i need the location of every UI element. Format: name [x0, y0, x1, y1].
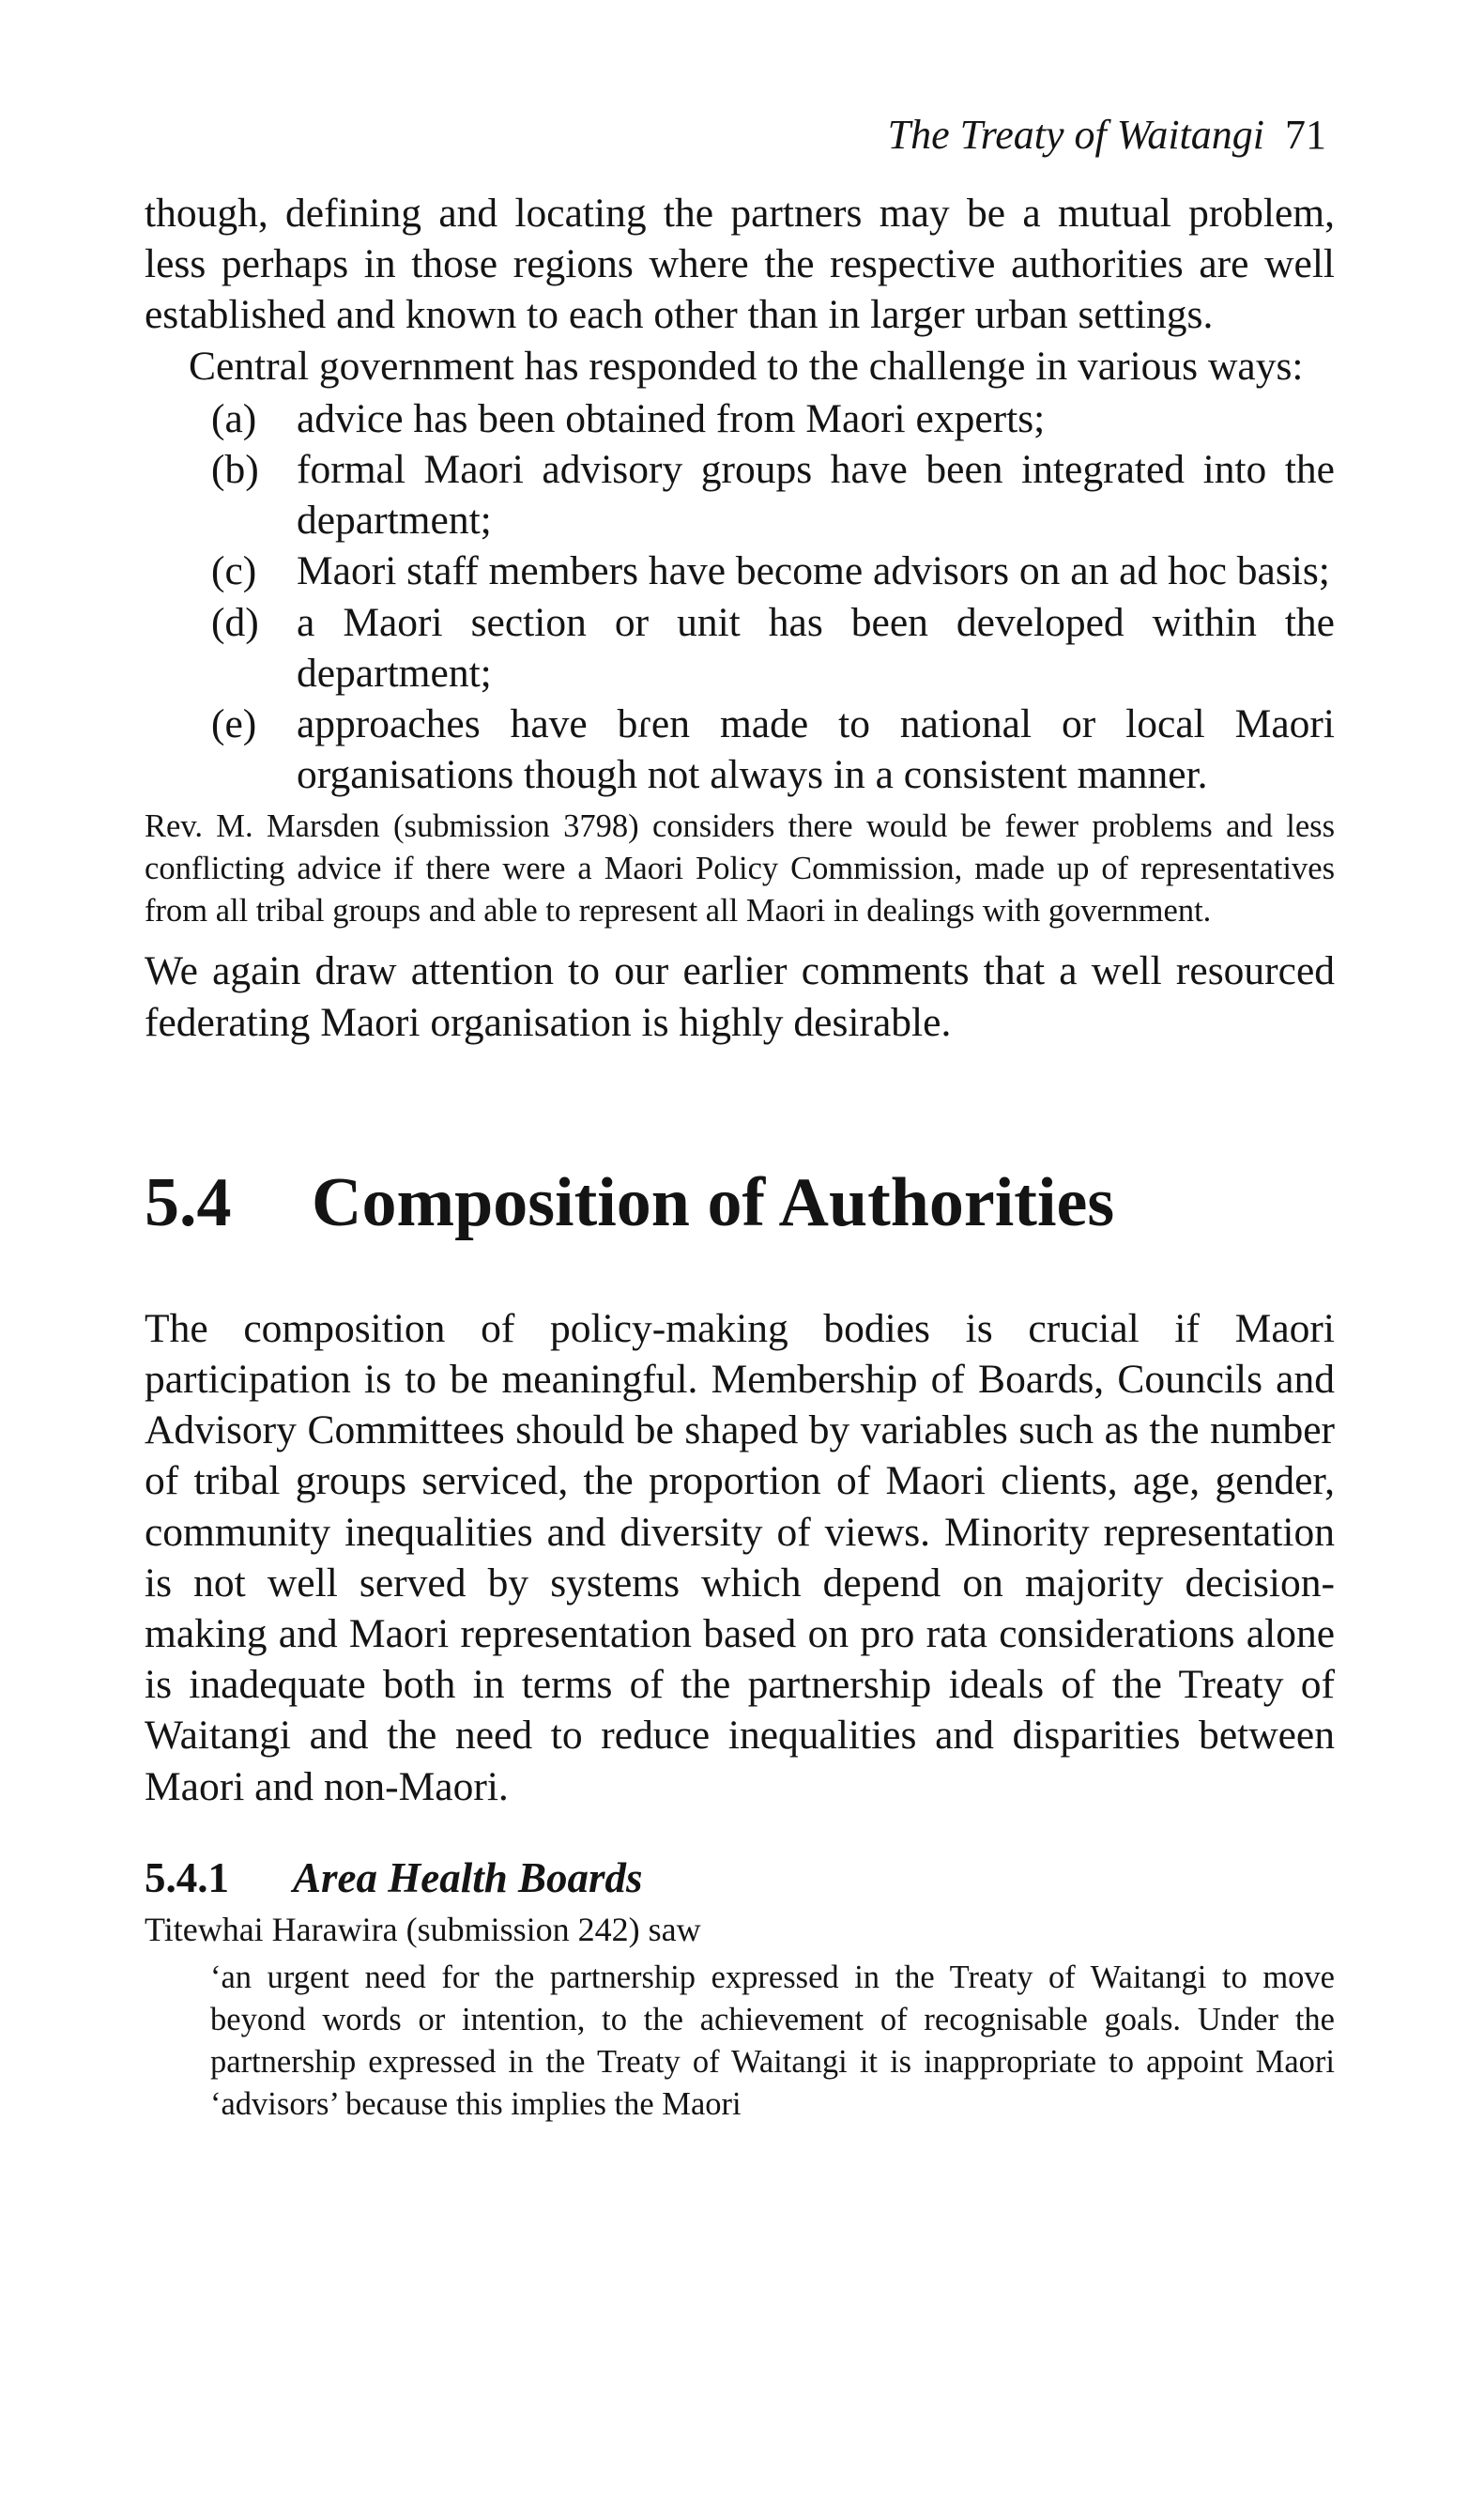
block-quote: ‘an urgent need for the partnership expressed in the Treaty of Waitangi to move beyond words or intention, to the achievement of recognisable goals. Under the partnership expressed in the Treaty of Waitangi it is inappropriate to appoint Maori ‘advisors’ because this implies the Maori: [210, 1959, 1335, 2122]
section-heading: [145, 1160, 1335, 1245]
page-number: 71: [1285, 112, 1326, 158]
list-item-text: Maori staff members have become advisors on an ad hoc basis;: [297, 548, 1330, 594]
list-item-label: (b): [211, 447, 259, 493]
list-item: [145, 393, 1335, 444]
list-item: [145, 444, 1335, 546]
list-item-text: approaches have bɾen made to national or local Maori organisations though not always in a consistent manner.: [297, 701, 1335, 798]
list-item-label: (e): [211, 701, 257, 747]
subsection-number: 5.4.1: [145, 1853, 229, 1901]
section-number: 5.4: [145, 1163, 232, 1241]
running-head: [888, 111, 1326, 160]
list-item: [145, 699, 1335, 800]
section-title: Composition of Authorities: [312, 1163, 1115, 1241]
subsection-title: Area Health Boards: [293, 1853, 643, 1901]
marsden-submission-note: Rev. M. Marsden (submission 3798) considers there would be fewer problems and less conflicting advice if there were a Maori Policy Commission, made up of representatives from all tribal groups and able to represent all Maori in dealings with government.: [145, 808, 1335, 930]
list-item-text: advice has been obtained from Maori experts;: [297, 395, 1046, 441]
list-item: [145, 597, 1335, 699]
response-list: [145, 393, 1335, 801]
list-item-label: (d): [211, 599, 259, 645]
running-head-title: The Treaty of Waitangi: [887, 112, 1264, 158]
list-item-text: formal Maori advisory groups have been integrated into the department;: [297, 447, 1335, 544]
list-item-label: (a): [211, 395, 257, 441]
paragraph-composition: The composition of policy-making bodies is crucial if Maori participation is to be meaningful. Membership of Boards, Councils and Advisory Committees should be shaped by variables such as the number of tribal groups serviced, the proportion of Maori clients, age, gender, community inequalities and diversity of views. Minority representation is not well served by systems which depend on majority decision-making and Maori representation based on pro rata considerations alone is inadequate both in terms of the partnership ideals of the Treaty of Waitangi and the need to reduce inequalities and disparities between Maori and non-Maori.: [145, 1305, 1335, 1809]
quote-attribution: Titewhai Harawira (submission 242) saw: [145, 1910, 701, 1948]
paragraph-federating-organisation: We again draw attention to our earlier comments that a well resourced federating Maori organisation is highly desirable.: [145, 948, 1335, 1045]
list-item-label: (c): [211, 548, 257, 594]
list-item: [145, 546, 1335, 596]
page-body: [145, 188, 1335, 2126]
paragraph-partners: though, defining and locating the partners may be a mutual problem, less perhaps in those regions where the respective authorities are well established and known to each other than in larger urban settings.: [145, 191, 1335, 338]
subsection-heading: [145, 1852, 1335, 1904]
list-item-text: a Maori section or unit has been developed within the department;: [297, 599, 1335, 696]
paragraph-central-government: Central government has responded to the challenge in various ways:: [189, 343, 1304, 389]
